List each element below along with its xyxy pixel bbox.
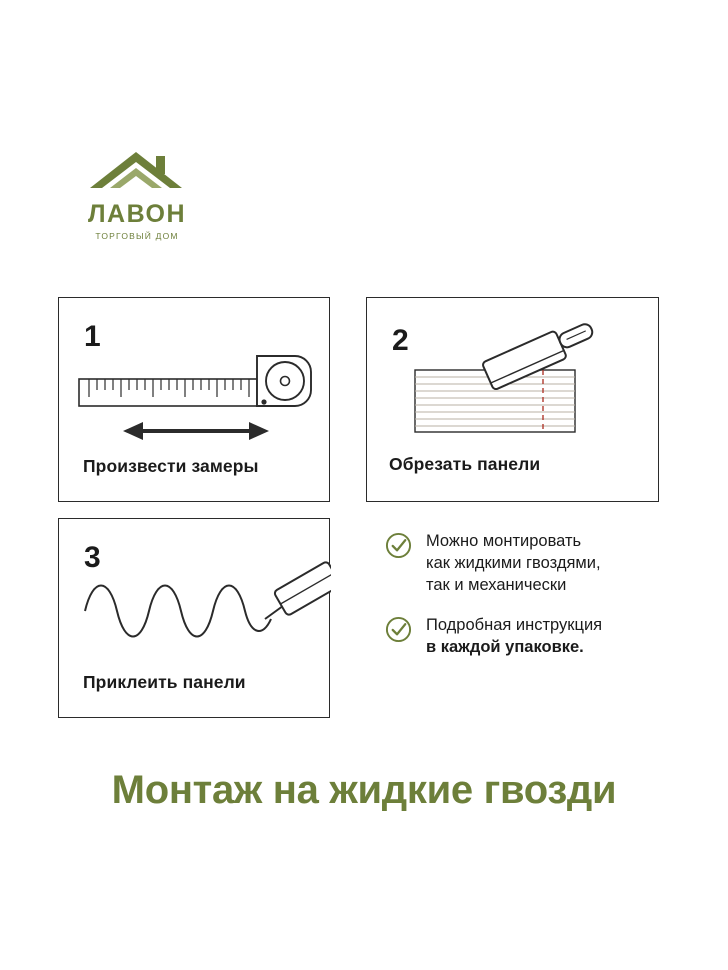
- checklist-line: так и механически: [426, 576, 567, 595]
- checklist-text: [426, 530, 601, 596]
- step-number: 1: [84, 320, 101, 353]
- step-caption: Приклеить панели: [83, 672, 246, 692]
- step-number: 3: [84, 541, 101, 574]
- step-caption: Произвести замеры: [83, 456, 259, 476]
- check-circle-icon: [385, 532, 412, 559]
- brand-tagline: ТОРГОВЫЙ ДОМ: [95, 231, 179, 241]
- checklist-line: Можно монтировать: [426, 532, 582, 550]
- step-card-1: [58, 297, 330, 502]
- step-caption: Обрезать панели: [389, 454, 541, 474]
- house-roof-icon: [78, 148, 196, 200]
- brand-logo: [72, 148, 202, 241]
- checklist-item: [385, 614, 675, 658]
- checklist-item: [385, 530, 675, 596]
- page-headline: Монтаж на жидкие гвозди: [111, 768, 617, 812]
- step-card-3: [58, 518, 330, 718]
- step-card-2: [366, 297, 659, 502]
- checklist-line: в каждой упаковке.: [426, 638, 584, 657]
- checklist-line: Подробная инструкция: [426, 616, 603, 635]
- checklist-text: [426, 614, 602, 658]
- brand-name: ЛАВОН: [87, 200, 187, 228]
- checklist-line: как жидкими гвоздями,: [426, 554, 601, 573]
- benefits-checklist: [385, 530, 675, 677]
- check-circle-icon: [385, 616, 412, 643]
- step-number: 2: [392, 324, 409, 357]
